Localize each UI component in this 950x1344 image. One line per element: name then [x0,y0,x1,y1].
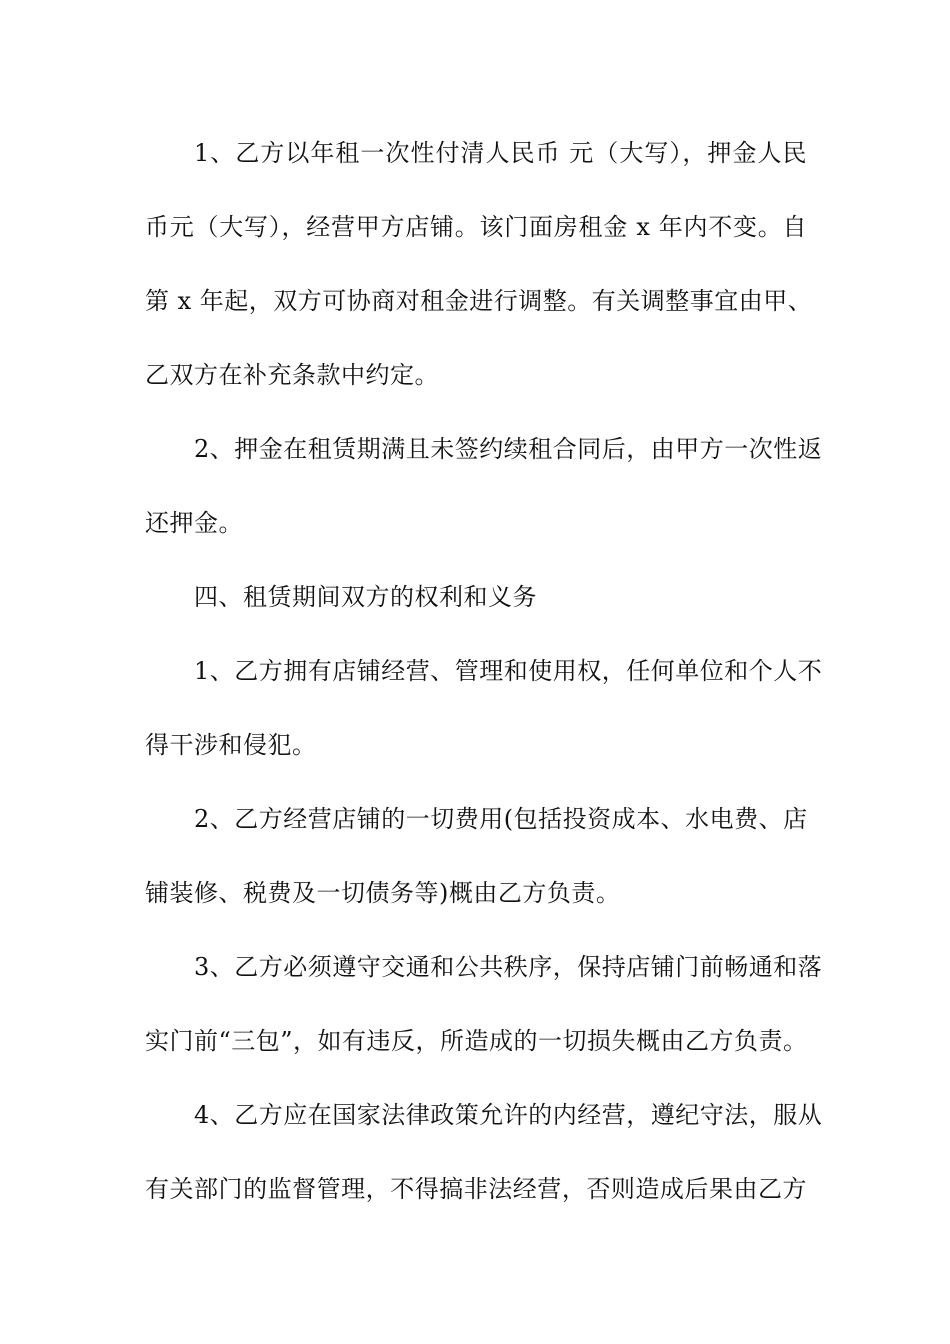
document-line [145,720,807,794]
line-text: 1、乙方以年租一次性付清人民币 元（大写），押金人民 [194,139,807,167]
line-text: 有关部门的监督管理，不得搞非法经营，否则造成后果由乙方 [145,1175,807,1203]
line-text: 四、租赁期间双方的权利和义务 [194,583,537,611]
line-text: 4、乙方应在国家法律政策允许的内经营，遵纪守法，服从 [194,1101,823,1129]
document-line [145,1016,807,1090]
document-line [145,276,813,350]
document-line [145,350,807,424]
line-text: 乙双方在补充条款中约定。 [145,361,439,389]
line-text: 2、乙方经营店铺的一切费用(包括投资成本、水电费、店 [194,805,808,833]
document-line [145,202,807,276]
document-line [145,128,807,202]
document-body [145,128,823,1238]
document-line [145,498,807,572]
document-line [145,424,823,498]
document-line [145,942,823,1016]
line-text: 得干涉和侵犯。 [145,731,317,759]
line-text: 第 x 年起，双方可协商对租金进行调整。有关调整事宜由甲、 [145,287,813,315]
line-text: 1、乙方拥有店铺经营、管理和使用权，任何单位和个人不 [194,657,823,685]
line-text: 铺装修、税费及一切债务等)概由乙方负责。 [145,879,621,907]
document-line [145,794,807,868]
document-line [145,1164,807,1238]
line-text: 币元（大写），经营甲方店铺。该门面房租金 x 年内不变。自 [145,213,807,241]
section-heading [145,572,807,646]
line-text: 3、乙方必须遵守交通和公共秩序，保持店铺门前畅通和落 [194,953,823,981]
line-text: 实门前“三包”，如有违反，所造成的一切损失概由乙方负责。 [145,1027,808,1055]
document-line [145,1090,823,1164]
line-text: 还押金。 [145,509,243,537]
document-line [145,868,807,942]
document-line [145,646,823,720]
line-text: 2、押金在租赁期满且未签约续租合同后，由甲方一次性返 [194,435,823,463]
